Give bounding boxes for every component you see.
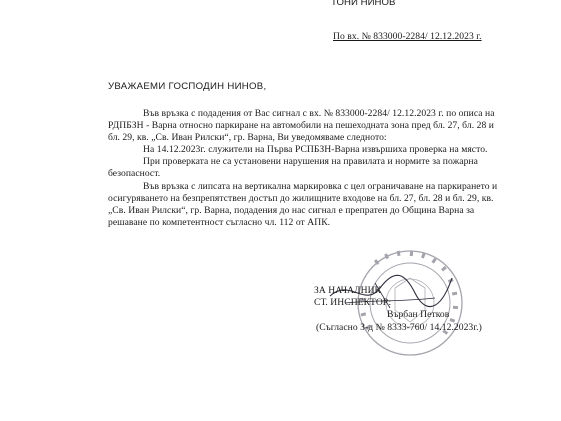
body-line: безопасност. (108, 168, 161, 179)
body-line: бл. 29, кв. „Св. Иван Рилски“, гр. Варна, Ви уведомяваме следното: (108, 132, 387, 143)
signature-title: ЗА НАЧАЛНИК (314, 285, 382, 296)
body-line: На 14.12.2023г. служители на Първа РСПБЗН-Варна извършиха проверка на място. (143, 144, 488, 155)
addressee-name: ТОНИ НИНОВ (331, 0, 396, 8)
salutation: УВАЖАЕМИ ГОСПОДИН НИНОВ, (108, 81, 267, 92)
authorization-order: (Съгласно З-д № 8333-760/ 14.12.2023г.) (316, 322, 482, 333)
body-line: Във връзка с подадения от Вас сигнал с вх. № 833000-2284/ 12.12.2023 г. по описа на (143, 108, 495, 119)
signatory-name: Върбан Петков (387, 309, 450, 320)
body-line: решаване по компетентност съгласно чл. 112 от АПК. (108, 217, 331, 228)
body-line: Във връзка с липсата на вертикална маркировка с цел ограничаване на паркирането и (143, 181, 498, 192)
reference-number: По вх. № 833000-2284/ 12.12.2023 г. (333, 31, 482, 42)
signature-position: СТ. ИНСПЕКТОР: (314, 297, 392, 308)
body-line: „Св. Иван Рилски“, гр. Варна, подадения до нас сигнал е препратен до Община Варна за (108, 205, 475, 216)
body-line: При проверката не са установени нарушения на правилата и нормите за пожарна (143, 156, 478, 167)
body-line: РДПБЗН - Варна относно паркиране на автомобили на пешеходната зона пред бл. 27, бл. 28 и (108, 120, 494, 131)
body-line: осигуряването на безпрепятствен достъп до жилищните входове на бл. 27, бл. 28 и бл. 29, кв. (108, 193, 494, 204)
